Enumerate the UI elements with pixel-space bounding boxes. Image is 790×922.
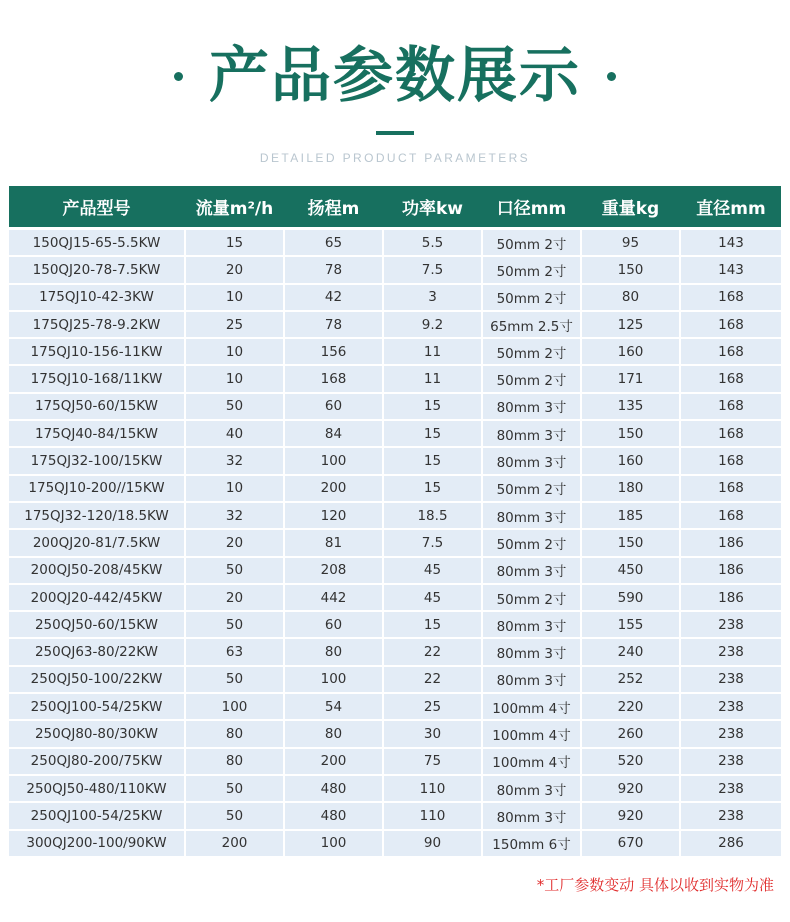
cell-power: 22 bbox=[384, 639, 481, 664]
cell-caliber: 80mm 3寸 bbox=[483, 421, 580, 446]
cell-head: 60 bbox=[285, 394, 382, 419]
table-row bbox=[9, 503, 781, 528]
cell-flow: 50 bbox=[186, 394, 283, 419]
cell-head: 480 bbox=[285, 803, 382, 828]
cell-diameter: 168 bbox=[681, 503, 781, 528]
table-header bbox=[9, 186, 781, 227]
cell-flow: 80 bbox=[186, 721, 283, 746]
cell-flow: 20 bbox=[186, 585, 283, 610]
disclaimer-note: *工厂参数变动 具体以收到实物为准 bbox=[536, 876, 774, 894]
cell-power: 11 bbox=[384, 339, 481, 364]
cell-power: 110 bbox=[384, 776, 481, 801]
cell-power: 90 bbox=[384, 831, 481, 856]
cell-model: 150QJ20-78-7.5KW bbox=[9, 257, 184, 282]
cell-model: 250QJ63-80/22KW bbox=[9, 639, 184, 664]
cell-flow: 25 bbox=[186, 312, 283, 337]
cell-diameter: 168 bbox=[681, 476, 781, 501]
cell-head: 168 bbox=[285, 366, 382, 391]
column-header-caliber: 口径mm bbox=[496, 199, 567, 219]
cell-caliber: 50mm 2寸 bbox=[483, 530, 580, 555]
cell-flow: 10 bbox=[186, 476, 283, 501]
cell-power: 3 bbox=[384, 285, 481, 310]
cell-model: 250QJ50-480/110KW bbox=[9, 776, 184, 801]
cell-power: 15 bbox=[384, 448, 481, 473]
table-row bbox=[9, 776, 781, 801]
cell-model: 200QJ20-442/45KW bbox=[9, 585, 184, 610]
cell-weight: 125 bbox=[582, 312, 679, 337]
table-row bbox=[9, 230, 781, 255]
cell-flow: 63 bbox=[186, 639, 283, 664]
cell-power: 45 bbox=[384, 558, 481, 583]
cell-head: 81 bbox=[285, 530, 382, 555]
cell-caliber: 80mm 3寸 bbox=[483, 448, 580, 473]
cell-flow: 10 bbox=[186, 366, 283, 391]
table-row bbox=[9, 530, 781, 555]
table-row bbox=[9, 394, 781, 419]
cell-caliber: 50mm 2寸 bbox=[483, 476, 580, 501]
cell-caliber: 50mm 2寸 bbox=[483, 257, 580, 282]
title-row bbox=[0, 38, 790, 114]
cell-model: 250QJ50-60/15KW bbox=[9, 612, 184, 637]
cell-flow: 10 bbox=[186, 285, 283, 310]
cell-caliber: 80mm 3寸 bbox=[483, 776, 580, 801]
title-dot-left bbox=[174, 72, 183, 81]
table-row bbox=[9, 257, 781, 282]
cell-flow: 20 bbox=[186, 530, 283, 555]
cell-weight: 150 bbox=[582, 257, 679, 282]
table-row bbox=[9, 285, 781, 310]
cell-power: 9.2 bbox=[384, 312, 481, 337]
cell-model: 175QJ32-120/18.5KW bbox=[9, 503, 184, 528]
cell-model: 175QJ10-42-3KW bbox=[9, 285, 184, 310]
cell-caliber: 80mm 3寸 bbox=[483, 558, 580, 583]
cell-head: 100 bbox=[285, 667, 382, 692]
cell-weight: 160 bbox=[582, 339, 679, 364]
cell-diameter: 238 bbox=[681, 694, 781, 719]
cell-weight: 180 bbox=[582, 476, 679, 501]
cell-flow: 50 bbox=[186, 558, 283, 583]
cell-caliber: 80mm 3寸 bbox=[483, 803, 580, 828]
cell-diameter: 238 bbox=[681, 667, 781, 692]
cell-weight: 95 bbox=[582, 230, 679, 255]
cell-model: 175QJ32-100/15KW bbox=[9, 448, 184, 473]
cell-flow: 20 bbox=[186, 257, 283, 282]
column-header-weight: 重量kg bbox=[601, 199, 660, 219]
cell-diameter: 168 bbox=[681, 448, 781, 473]
cell-diameter: 238 bbox=[681, 639, 781, 664]
cell-flow: 100 bbox=[186, 694, 283, 719]
cell-head: 65 bbox=[285, 230, 382, 255]
cell-weight: 260 bbox=[582, 721, 679, 746]
table-row bbox=[9, 339, 781, 364]
cell-power: 15 bbox=[384, 476, 481, 501]
column-header-power: 功率kw bbox=[401, 199, 463, 219]
cell-weight: 155 bbox=[582, 612, 679, 637]
cell-diameter: 238 bbox=[681, 803, 781, 828]
cell-model: 175QJ40-84/15KW bbox=[9, 421, 184, 446]
cell-power: 110 bbox=[384, 803, 481, 828]
cell-model: 175QJ10-200//15KW bbox=[9, 476, 184, 501]
cell-flow: 32 bbox=[186, 503, 283, 528]
cell-caliber: 100mm 4寸 bbox=[483, 721, 580, 746]
cell-weight: 135 bbox=[582, 394, 679, 419]
cell-power: 30 bbox=[384, 721, 481, 746]
page-subtitle: DETAILED PRODUCT PARAMETERS bbox=[259, 151, 531, 165]
cell-weight: 150 bbox=[582, 530, 679, 555]
cell-diameter: 238 bbox=[681, 721, 781, 746]
table-row bbox=[9, 749, 781, 774]
cell-model: 175QJ25-78-9.2KW bbox=[9, 312, 184, 337]
cell-diameter: 186 bbox=[681, 530, 781, 555]
cell-weight: 220 bbox=[582, 694, 679, 719]
cell-diameter: 238 bbox=[681, 776, 781, 801]
cell-caliber: 65mm 2.5寸 bbox=[483, 312, 580, 337]
cell-weight: 160 bbox=[582, 448, 679, 473]
cell-caliber: 100mm 4寸 bbox=[483, 694, 580, 719]
cell-caliber: 50mm 2寸 bbox=[483, 366, 580, 391]
cell-head: 84 bbox=[285, 421, 382, 446]
column-header-diameter: 直径mm bbox=[696, 199, 766, 219]
cell-model: 300QJ200-100/90KW bbox=[9, 831, 184, 856]
cell-head: 80 bbox=[285, 721, 382, 746]
cell-flow: 32 bbox=[186, 448, 283, 473]
cell-diameter: 143 bbox=[681, 257, 781, 282]
cell-caliber: 100mm 4寸 bbox=[483, 749, 580, 774]
cell-model: 175QJ10-168/11KW bbox=[9, 366, 184, 391]
cell-diameter: 168 bbox=[681, 285, 781, 310]
cell-model: 250QJ50-100/22KW bbox=[9, 667, 184, 692]
cell-diameter: 143 bbox=[681, 230, 781, 255]
cell-flow: 50 bbox=[186, 667, 283, 692]
cell-head: 80 bbox=[285, 639, 382, 664]
cell-head: 200 bbox=[285, 749, 382, 774]
cell-model: 175QJ50-60/15KW bbox=[9, 394, 184, 419]
cell-flow: 50 bbox=[186, 612, 283, 637]
cell-head: 200 bbox=[285, 476, 382, 501]
table-row bbox=[9, 366, 781, 391]
cell-caliber: 50mm 2寸 bbox=[483, 585, 580, 610]
cell-head: 156 bbox=[285, 339, 382, 364]
cell-flow: 40 bbox=[186, 421, 283, 446]
cell-power: 5.5 bbox=[384, 230, 481, 255]
cell-diameter: 238 bbox=[681, 612, 781, 637]
title-underline bbox=[376, 131, 414, 135]
table-row bbox=[9, 476, 781, 501]
cell-diameter: 168 bbox=[681, 339, 781, 364]
cell-flow: 15 bbox=[186, 230, 283, 255]
cell-head: 480 bbox=[285, 776, 382, 801]
column-header-flow: 流量m²/h bbox=[195, 199, 274, 219]
table-row bbox=[9, 721, 781, 746]
cell-weight: 150 bbox=[582, 421, 679, 446]
cell-power: 7.5 bbox=[384, 257, 481, 282]
table-row bbox=[9, 421, 781, 446]
cell-head: 120 bbox=[285, 503, 382, 528]
cell-diameter: 168 bbox=[681, 366, 781, 391]
cell-model: 250QJ100-54/25KW bbox=[9, 803, 184, 828]
cell-power: 7.5 bbox=[384, 530, 481, 555]
cell-caliber: 50mm 2寸 bbox=[483, 285, 580, 310]
cell-power: 18.5 bbox=[384, 503, 481, 528]
cell-power: 22 bbox=[384, 667, 481, 692]
cell-diameter: 238 bbox=[681, 749, 781, 774]
column-header-model: 产品型号 bbox=[62, 199, 131, 219]
cell-model: 250QJ80-200/75KW bbox=[9, 749, 184, 774]
cell-diameter: 286 bbox=[681, 831, 781, 856]
cell-power: 15 bbox=[384, 612, 481, 637]
cell-weight: 171 bbox=[582, 366, 679, 391]
cell-diameter: 168 bbox=[681, 394, 781, 419]
cell-caliber: 80mm 3寸 bbox=[483, 612, 580, 637]
cell-weight: 80 bbox=[582, 285, 679, 310]
cell-head: 54 bbox=[285, 694, 382, 719]
cell-head: 78 bbox=[285, 257, 382, 282]
cell-flow: 80 bbox=[186, 749, 283, 774]
table-row bbox=[9, 639, 781, 664]
cell-diameter: 168 bbox=[681, 421, 781, 446]
parameters-table bbox=[9, 186, 781, 858]
cell-weight: 252 bbox=[582, 667, 679, 692]
column-header-head: 扬程m bbox=[307, 199, 360, 219]
cell-caliber: 80mm 3寸 bbox=[483, 667, 580, 692]
cell-flow: 50 bbox=[186, 803, 283, 828]
cell-head: 60 bbox=[285, 612, 382, 637]
cell-power: 45 bbox=[384, 585, 481, 610]
cell-flow: 200 bbox=[186, 831, 283, 856]
cell-caliber: 50mm 2寸 bbox=[483, 339, 580, 364]
page-title: 产品参数展示 bbox=[209, 41, 581, 111]
cell-head: 42 bbox=[285, 285, 382, 310]
cell-model: 150QJ15-65-5.5KW bbox=[9, 230, 184, 255]
cell-weight: 920 bbox=[582, 776, 679, 801]
table-row bbox=[9, 803, 781, 828]
table-row bbox=[9, 667, 781, 692]
cell-diameter: 186 bbox=[681, 585, 781, 610]
cell-weight: 185 bbox=[582, 503, 679, 528]
cell-caliber: 50mm 2寸 bbox=[483, 230, 580, 255]
table-body bbox=[9, 230, 781, 858]
cell-model: 250QJ80-80/30KW bbox=[9, 721, 184, 746]
cell-head: 100 bbox=[285, 831, 382, 856]
cell-power: 25 bbox=[384, 694, 481, 719]
table-row bbox=[9, 694, 781, 719]
cell-model: 175QJ10-156-11KW bbox=[9, 339, 184, 364]
cell-weight: 590 bbox=[582, 585, 679, 610]
cell-flow: 50 bbox=[186, 776, 283, 801]
cell-weight: 920 bbox=[582, 803, 679, 828]
cell-power: 15 bbox=[384, 421, 481, 446]
cell-model: 200QJ50-208/45KW bbox=[9, 558, 184, 583]
title-dot-right bbox=[607, 72, 616, 81]
cell-weight: 520 bbox=[582, 749, 679, 774]
cell-power: 75 bbox=[384, 749, 481, 774]
table-row bbox=[9, 312, 781, 337]
cell-head: 78 bbox=[285, 312, 382, 337]
table-row bbox=[9, 448, 781, 473]
cell-flow: 10 bbox=[186, 339, 283, 364]
table-row bbox=[9, 558, 781, 583]
table-row bbox=[9, 585, 781, 610]
cell-model: 200QJ20-81/7.5KW bbox=[9, 530, 184, 555]
cell-head: 442 bbox=[285, 585, 382, 610]
cell-caliber: 80mm 3寸 bbox=[483, 394, 580, 419]
table-row bbox=[9, 831, 781, 856]
cell-weight: 240 bbox=[582, 639, 679, 664]
cell-caliber: 80mm 3寸 bbox=[483, 639, 580, 664]
cell-weight: 450 bbox=[582, 558, 679, 583]
cell-diameter: 168 bbox=[681, 312, 781, 337]
cell-head: 100 bbox=[285, 448, 382, 473]
cell-caliber: 80mm 3寸 bbox=[483, 503, 580, 528]
cell-diameter: 186 bbox=[681, 558, 781, 583]
cell-power: 11 bbox=[384, 366, 481, 391]
cell-caliber: 150mm 6寸 bbox=[483, 831, 580, 856]
cell-head: 208 bbox=[285, 558, 382, 583]
table-row bbox=[9, 612, 781, 637]
cell-model: 250QJ100-54/25KW bbox=[9, 694, 184, 719]
cell-weight: 670 bbox=[582, 831, 679, 856]
cell-power: 15 bbox=[384, 394, 481, 419]
